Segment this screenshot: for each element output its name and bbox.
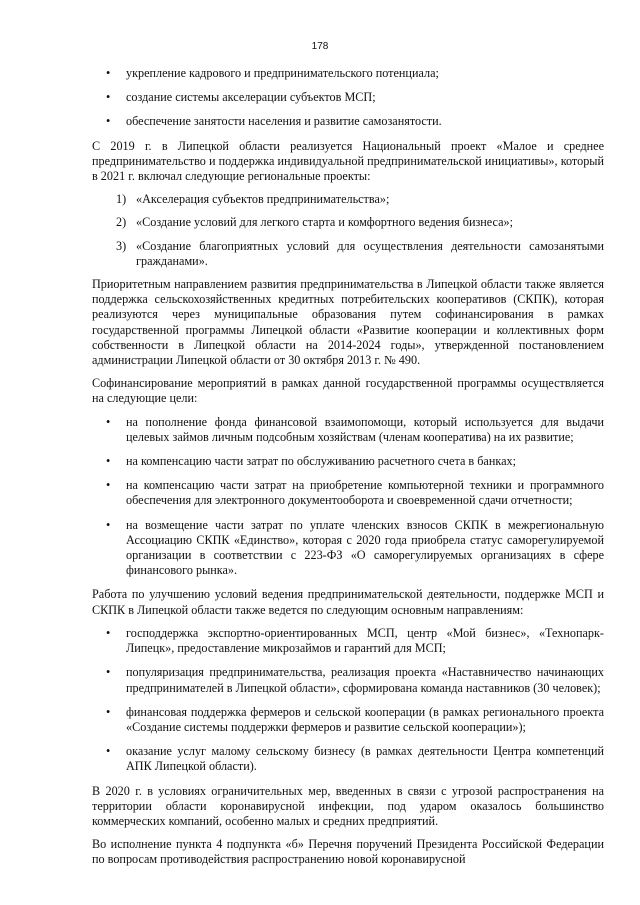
list-item (92, 478, 604, 508)
bullet-icon: • (106, 414, 111, 429)
bullet-icon: • (106, 114, 111, 129)
list-item (92, 705, 604, 735)
list-item-text: господдержка экспортно-ориентированных МСП, центр «Мой бизнес», «Технопарк-Липецк», предоставление микрозаймов и гарантий для МСП; (126, 625, 604, 656)
bullet-icon: • (106, 66, 111, 80)
paragraph-skpk-support: Приоритетным направлением развития предпринимательства в Липецкой области также является поддержка сельскохозяйственных кредитных потребительских кооперативов (СКПК), которая реализуются через муниципальные образования путем софинансирования в рамках государственной программы Липецкой области «Развитие кооперации и коллективных форм собственности в Липецкой области на 2014-2024 годы», утвержденной постановлением администрации Липецкой области от 30 октября 2013 г. № 490. (92, 277, 604, 368)
paragraph-cofinancing: Софинансирование мероприятий в рамках данной государственной программы осуществляется на следующие цели: (92, 376, 604, 406)
list-item-text: укрепление кадрового и предпринимательского потенциала; (126, 66, 439, 80)
list-item-text: оказание услуг малому сельскому бизнесу (в рамках деятельности Центра компетенций АПК Липецкой области). (126, 744, 604, 774)
list-item-text: «Создание условий для легкого старта и комфортного ведения бизнеса»; (136, 215, 513, 230)
list-number: 1) (116, 192, 127, 207)
list-item (92, 192, 604, 207)
list-item (92, 114, 604, 129)
list-item (92, 90, 604, 105)
paragraph-covid-2020: В 2020 г. в условиях ограничительных мер, введенных в связи с угрозой распространения на территории области коронавирусной инфекции, под ударом оказалось большинство коммерческих компаний, особенно малых и средних предприятий. (92, 783, 604, 828)
list-item (92, 415, 604, 445)
bullet-icon: • (106, 665, 111, 680)
bullet-list-goals (92, 66, 604, 130)
list-item (92, 626, 604, 656)
bullet-icon: • (106, 625, 111, 640)
list-item-text: на пополнение фонда финансовой взаимопомощи, который используется для выдачи целевых займов личным подсобным хозяйствам (членам кооператива) на их развитие; (126, 414, 604, 444)
list-item (92, 665, 604, 695)
page-content (92, 66, 604, 874)
list-item-text: на компенсацию части затрат на приобретение компьютерной техники и программного обеспечения для электронного документооборота и своевременной сдачи отчетности; (126, 478, 604, 508)
list-item-text: обеспечение занятости населения и развитие самозанятости. (126, 114, 442, 129)
bullet-list-directions (92, 626, 604, 775)
bullet-icon: • (106, 704, 111, 719)
page-number: 178 (311, 41, 329, 52)
paragraph-work-directions: Работа по улучшению условий ведения предпринимательской деятельности, поддержке МСП и СКПК в Липецкой области также ведется по следующим основным направлениям: (92, 587, 604, 617)
list-item (92, 215, 604, 230)
list-item-text: финансовая поддержка фермеров и сельской кооперации (в рамках регионального проекта «Создание системы поддержки фермеров и развитие сельской кооперации»); (126, 704, 604, 734)
list-item (92, 518, 604, 579)
paragraph-president-orders: Во исполнение пункта 4 подпункта «б» Перечня поручений Президента Российской Федерации по вопросам противодействия распространению новой коронавирусной (92, 837, 604, 867)
list-item (92, 239, 604, 269)
list-item-text: создание системы акселерации субъектов МСП; (126, 90, 376, 105)
list-item (92, 454, 604, 469)
bullet-icon: • (106, 454, 111, 469)
list-item-text: «Акселерация субъектов предпринимательства»; (136, 192, 390, 207)
list-item-text: на компенсацию части затрат по обслуживанию расчетного счета в банках; (126, 454, 516, 469)
list-number: 3) (116, 238, 127, 253)
list-item (92, 744, 604, 774)
paragraph-national-project: С 2019 г. в Липецкой области реализуется Национальный проект «Малое и среднее предпринимательство и поддержка индивидуальной предпринимательской инициативы», который в 2021 г. включал следующие региональные проекты: (92, 138, 604, 184)
list-item-text: на возмещение части затрат по уплате членских взносов СКПК в межрегиональную Ассоциацию СКПК «Единство», которая с 2020 года приобрела статус саморегулируемой организации в соответствии с 223-ФЗ «О саморегулируемых организациях в сфере финансового рынка». (126, 517, 604, 578)
bullet-list-cofinancing-goals (92, 415, 604, 579)
bullet-icon: • (106, 517, 111, 532)
list-item-text: популяризация предпринимательства, реализация проекта «Наставничество начинающих предпринимателей в Липецкой области», сформирована команда наставников (30 человек); (126, 665, 604, 695)
bullet-icon: • (106, 90, 111, 105)
numbered-list-regional-projects (92, 192, 604, 269)
list-number: 2) (116, 215, 127, 230)
bullet-icon: • (106, 478, 111, 493)
bullet-icon: • (106, 744, 111, 759)
list-item-text: «Создание благоприятных условий для осуществления деятельности самозанятыми гражданами». (136, 238, 604, 268)
list-item (92, 66, 604, 81)
